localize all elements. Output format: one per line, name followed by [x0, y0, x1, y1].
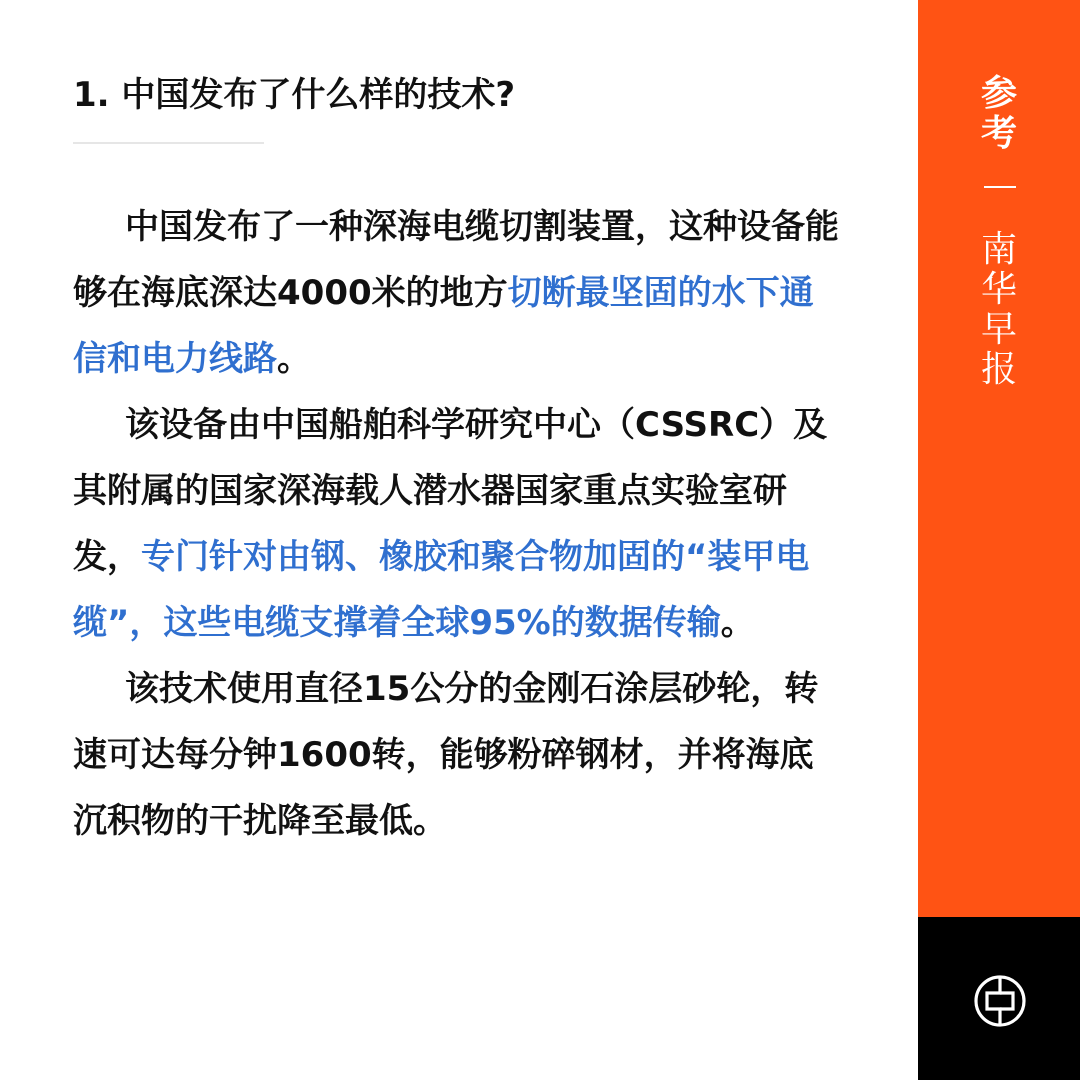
sidebar-dash [984, 186, 1016, 188]
sidebar-brand-char: 南 [980, 229, 1017, 270]
heading-divider [73, 142, 264, 144]
sidebar-top-label [918, 74, 1080, 154]
paragraph-1 [73, 194, 843, 392]
paragraph-2-end: 。 [720, 603, 755, 643]
article-body [73, 194, 843, 854]
paragraph-2-text: 该设备由中国船舶科学研究中心（CSSRC）及其附属的国家深海载人潜水器国家重点实验室研发， [73, 405, 828, 577]
paragraph-2 [73, 392, 843, 656]
paragraph-3 [73, 656, 843, 854]
black-footer-block [918, 917, 1080, 1080]
sidebar-brand-char: 早 [980, 309, 1017, 350]
sidebar-top-char: 参 [980, 73, 1017, 114]
paragraph-2-highlight: 专门针对由钢、橡胶和聚合物加固的“装甲电缆”，这些电缆支撑着全球95%的数据传输 [73, 537, 810, 643]
question-heading: 1. 中国发布了什么样的技术? [73, 75, 516, 115]
sidebar-brand-label [918, 230, 1080, 390]
scmp-logo-icon [973, 974, 1027, 1028]
paragraph-1-highlight: 切断最坚固的水下通信和电力线路 [73, 273, 814, 379]
paragraph-1-end: 。 [277, 339, 311, 379]
sidebar-top-char: 考 [980, 113, 1017, 154]
paragraph-3-text: 该技术使用直径15公分的金刚石涂层砂轮，转速可达每分钟1600转，能够粉碎钢材，并将海底沉积物的干扰降至最低。 [73, 669, 819, 841]
paragraph-1-text: 中国发布了一种深海电缆切割装置，这种设备能够在海底深达4000米的地方 [73, 207, 839, 313]
sidebar-brand-char: 报 [980, 349, 1017, 390]
sidebar-brand-char: 华 [980, 269, 1017, 310]
orange-sidebar [918, 0, 1080, 917]
